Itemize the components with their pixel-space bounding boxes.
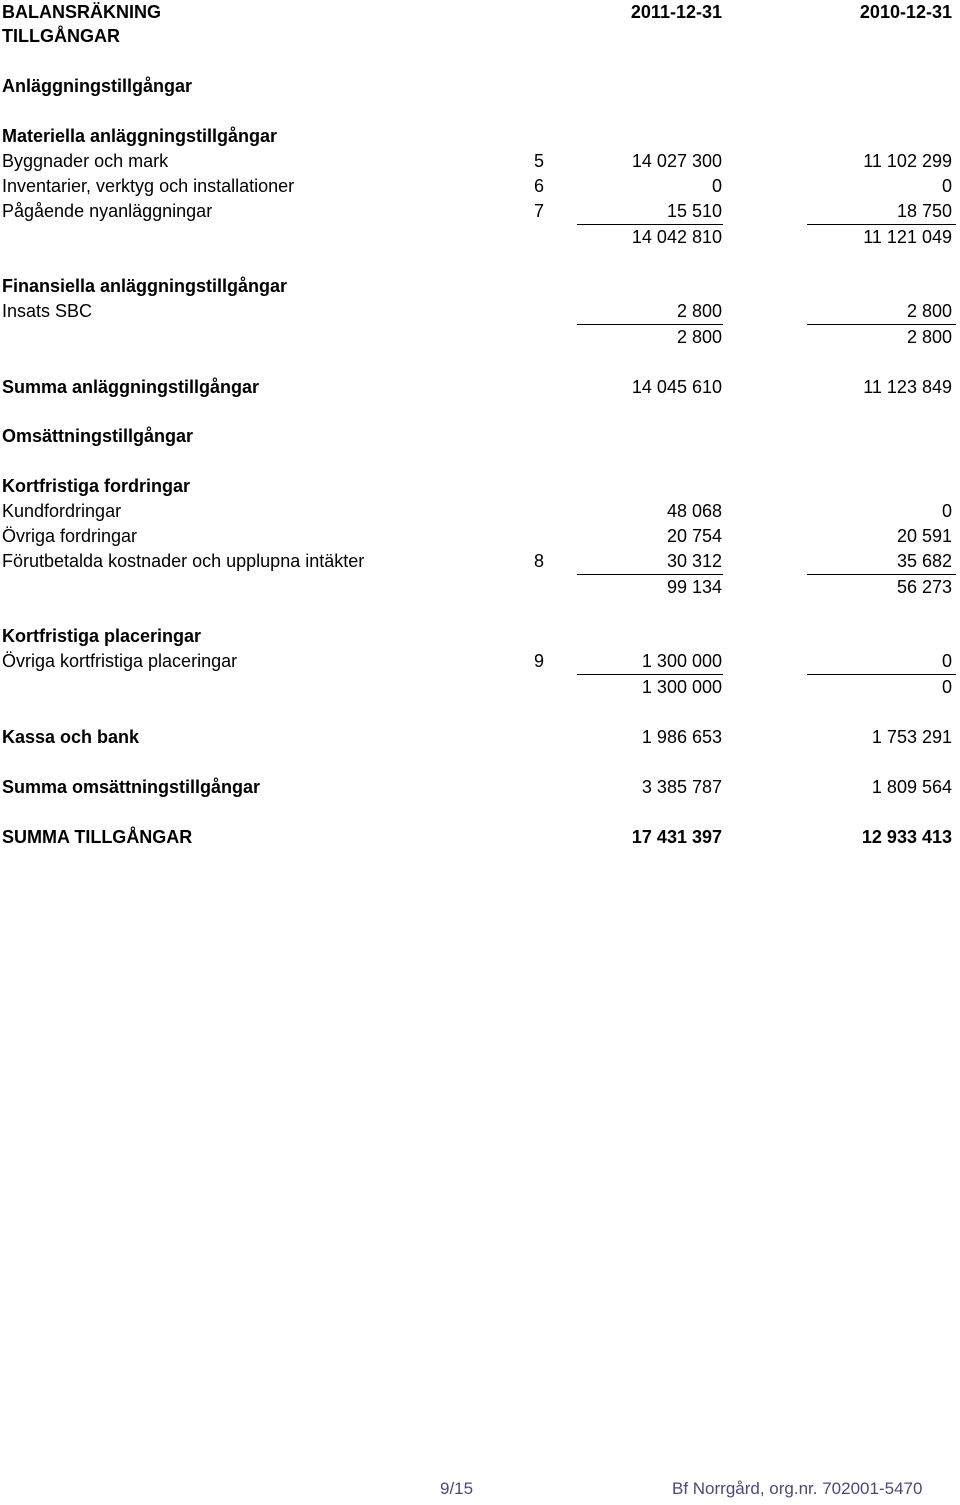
note-ref: 8 [533,551,544,571]
line-item-equipment [0,174,960,199]
line-item-label: Kundfordringar [2,501,122,521]
subtotal-receivables [0,575,960,600]
subtotal-2010: 2 800 [906,327,952,347]
value-2011: 0 [711,176,722,196]
value-2010: 11 102 299 [863,151,952,171]
column-header-2011: 2011-12-31 [630,2,722,22]
value-2011: 14 027 300 [631,151,722,171]
subsection-heading [0,474,960,499]
line-item-label: Förutbetalda kostnader och upplupna intäkter [2,551,365,571]
value-2010: 18 750 [896,201,952,221]
subtotal-2010: 11 121 049 [863,227,952,247]
subsection-financial: Finansiella anläggningstillgångar [2,276,288,296]
total-fixed-assets [0,375,960,400]
subtotal-2010: 56 273 [896,577,952,597]
value-2010: 1 753 291 [871,727,952,747]
value-2011: 1 986 653 [641,727,722,747]
value-2010: 0 [941,651,952,671]
subsection-short-investments: Kortfristiga placeringar [2,626,202,646]
value-2010: 0 [941,176,952,196]
line-item-label: Kassa och bank [2,727,140,747]
line-item-label: Övriga fordringar [2,526,138,546]
line-item-label: Pågående nyanläggningar [2,201,213,221]
total-label: Summa anläggningstillgångar [2,377,260,397]
grand-total-label: SUMMA TILLGÅNGAR [2,827,193,847]
grand-total-assets [0,825,960,850]
subsection-short-receivables: Kortfristiga fordringar [2,476,191,496]
value-2011: 2 800 [676,301,722,321]
column-header-2010: 2010-12-31 [859,2,952,22]
line-item-label: Inventarier, verktyg och installationer [2,176,295,196]
grand-total-2011: 17 431 397 [631,827,722,847]
line-item-label: Övriga kortfristiga placeringar [2,651,238,671]
subtitle-row [0,24,960,49]
total-2011: 3 385 787 [641,777,722,797]
section-heading [0,74,960,99]
subtotal-2011: 14 042 810 [631,227,722,247]
value-2011: 48 068 [666,501,722,521]
subtotal-tangible [0,225,960,250]
subsection-heading [0,274,960,299]
subtotal-2011: 99 134 [666,577,722,597]
header-row [0,0,960,25]
line-item-ongoing [0,199,960,224]
note-ref: 7 [533,201,544,221]
line-item-other-receivables [0,524,960,549]
value-2010: 0 [941,501,952,521]
subtotal-2011: 2 800 [676,327,722,347]
value-2010: 20 591 [896,526,952,546]
subtotal-2011: 1 300 000 [641,677,722,697]
organization-footer: Bf Norrgård, org.nr. 702001-5470 [672,1479,923,1498]
line-item-prepaid [0,549,960,574]
total-2010: 11 123 849 [863,377,952,397]
subsection-heading [0,624,960,649]
subtotal-investments [0,675,960,700]
total-label: Summa omsättningstillgångar [2,777,261,797]
line-item-customers [0,499,960,524]
value-2011: 30 312 [666,551,722,571]
line-item-cash [0,725,960,750]
total-2011: 14 045 610 [631,377,722,397]
document-subtitle: TILLGÅNGAR [2,26,120,46]
subtotal-financial [0,325,960,350]
subsection-tangible: Materiella anläggningstillgångar [2,126,278,146]
value-2010: 2 800 [906,301,952,321]
total-2010: 1 809 564 [871,777,952,797]
note-ref: 5 [533,151,544,171]
line-item-label: Insats SBC [2,301,93,321]
value-2011: 15 510 [666,201,722,221]
value-2011: 20 754 [666,526,722,546]
subtotal-2010: 0 [941,677,952,697]
line-item-label: Byggnader och mark [2,151,169,171]
total-current-assets [0,775,960,800]
subsection-heading [0,124,960,149]
section-fixed-assets: Anläggningstillgångar [2,76,193,96]
grand-total-2010: 12 933 413 [861,827,952,847]
value-2010: 35 682 [896,551,952,571]
line-item-sbc [0,299,960,324]
note-ref: 6 [533,176,544,196]
section-current-assets: Omsättningstillgångar [2,426,194,446]
section-heading [0,424,960,449]
document-title: BALANSRÄKNING [2,2,161,22]
line-item-buildings [0,149,960,174]
value-2011: 1 300 000 [641,651,722,671]
line-item-other-investments [0,649,960,674]
note-ref: 9 [533,651,544,671]
page-number: 9/15 [440,1479,474,1498]
